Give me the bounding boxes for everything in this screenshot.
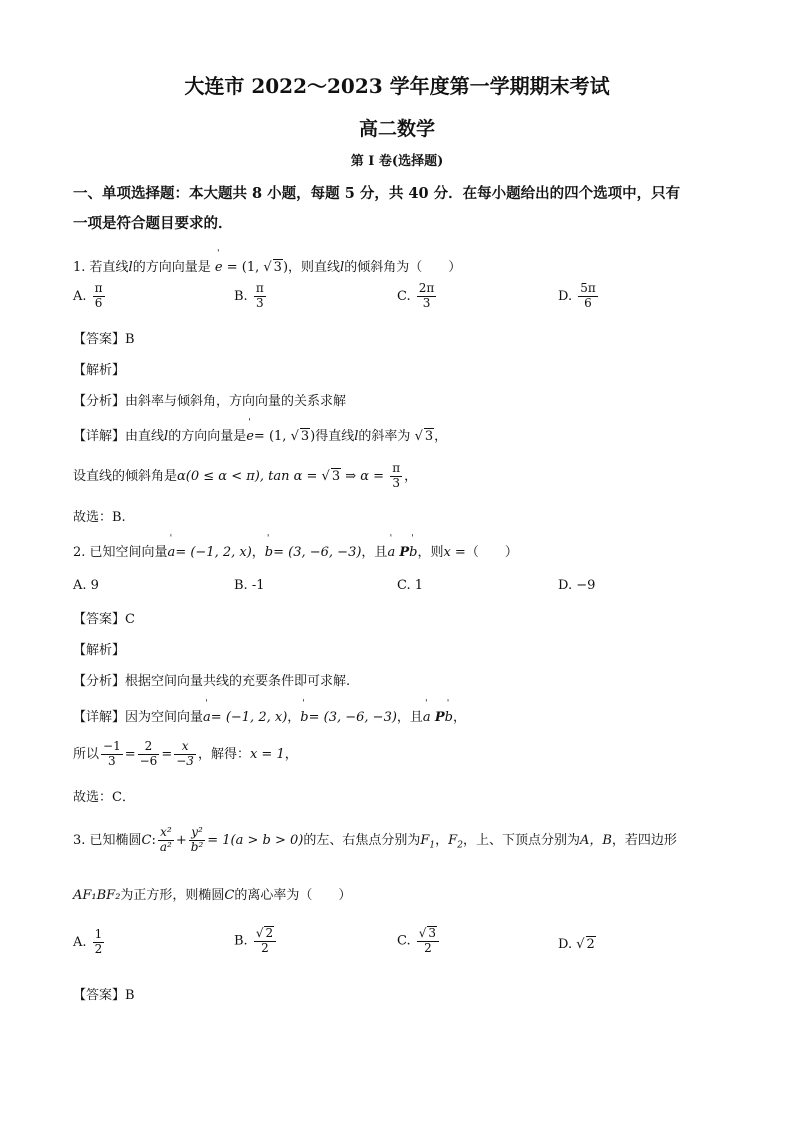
option-label: B.: [234, 578, 248, 593]
text: 3. 已知椭圆: [73, 832, 142, 848]
q1-l: l: [128, 260, 133, 275]
q2-analysis-tag: 【解析】: [73, 643, 126, 658]
numerator: −1: [103, 739, 121, 753]
fraction: [138, 740, 160, 769]
text: ，: [404, 468, 418, 484]
numerator: π: [94, 281, 103, 295]
option-value: −9: [576, 578, 596, 593]
option-label: C.: [397, 933, 411, 949]
numerator: y²: [189, 826, 206, 841]
denominator: −3: [176, 753, 194, 768]
fraction-sqrt2-over-2: [254, 926, 276, 956]
sqrt-symbol: √: [321, 468, 330, 484]
sqrt: 2: [586, 937, 595, 952]
sqrt-symbol: √: [290, 429, 299, 444]
answer-value: C: [125, 612, 135, 627]
f-letter: F: [420, 832, 430, 848]
q3-option-d: D. √ 2: [558, 937, 595, 952]
numerator: √ 2: [254, 926, 276, 942]
numerator: π: [392, 461, 401, 475]
q1-option-b: [234, 282, 268, 311]
math: = (3, −6, −3): [273, 545, 362, 560]
sqrt: 3: [331, 468, 341, 484]
eq-end: ): [310, 429, 316, 444]
fraction-sqrt3-over-2: [417, 926, 439, 956]
eq: = (1,: [253, 429, 291, 444]
answer-value: B: [125, 988, 135, 1003]
numerator: 2π: [418, 281, 435, 295]
sqrt-symbol: √: [263, 260, 272, 275]
exam-subtitle: 高二数学: [358, 118, 435, 140]
vector-e: ˈ e: [246, 429, 254, 444]
q1-option-c: [397, 282, 438, 311]
denominator: 3: [255, 295, 264, 310]
text: 的离心率为（ ）: [234, 888, 352, 903]
q1-stem-a: 1. 若直线: [73, 260, 129, 275]
vector-a: ˈ a: [423, 710, 431, 725]
option-label: A.: [73, 578, 87, 593]
numerator: 5π: [580, 281, 596, 295]
fraction: [417, 282, 437, 311]
fraction: [101, 740, 123, 769]
fraction-one-half: [93, 928, 105, 957]
q1-option-d: [558, 282, 600, 311]
fraction: [578, 282, 598, 311]
math: = (−1, 2, x): [175, 545, 252, 560]
q1-l2: l: [340, 260, 345, 275]
q2-choose: 故选：C．: [73, 790, 135, 805]
option-label: D.: [558, 578, 573, 593]
fenxi-text: 由斜率与倾斜角，方向向量的关系求解: [125, 394, 347, 409]
text: ，且: [396, 710, 423, 725]
xiangjie-text: 的斜率为: [358, 429, 411, 444]
fraction: [174, 740, 196, 769]
numerator: √ 3: [417, 926, 439, 942]
exam-title: 大连市 2022～2023 学年度第一学期期末考试: [184, 74, 610, 98]
sqrt: 3: [300, 429, 310, 444]
q3-option-c: [397, 926, 441, 956]
q2-option-a: [73, 578, 99, 593]
q2-stem: [73, 541, 518, 560]
section-title: 第 I 卷(选择题): [350, 154, 444, 169]
text: ，: [452, 710, 466, 725]
q1-eq-end: ): [282, 260, 289, 275]
q2-solve-line: 所以 $\frac{-1}{3}$ = $\frac{2}{-6}$ = $\frac{x}{-3}$ ，解得：x = 1，: [73, 739, 298, 768]
math: = (−1, 2, x): [210, 710, 288, 725]
math: x = 1: [249, 746, 285, 762]
q3-option-b: [234, 926, 278, 956]
vector-b: ˈ b: [445, 710, 453, 725]
q1-stem-b: 的方向向量是: [132, 260, 211, 275]
answer-tag: 【答案】: [73, 332, 126, 347]
sqrt: 3: [424, 429, 434, 444]
q3-answer: [73, 984, 135, 1003]
denominator: −6: [139, 753, 158, 768]
answer-tag: 【答案】: [73, 612, 126, 627]
q2-option-c: [397, 578, 423, 593]
f1: $F_1$: [420, 832, 436, 851]
text: （ ）: [465, 545, 518, 560]
text: ，解得：: [197, 746, 250, 762]
option-label: D.: [558, 288, 573, 304]
numerator: 2: [138, 740, 160, 755]
math: AF₁BF₂: [73, 888, 121, 903]
denominator: 2: [261, 940, 269, 955]
option-value: -1: [251, 578, 265, 593]
option-label: C.: [397, 288, 411, 304]
fraction: [390, 462, 402, 491]
denominator: a²: [159, 839, 172, 854]
denominator: 3: [422, 295, 431, 310]
fraction: [158, 826, 174, 855]
q1-stem-d: 的倾斜角为（ ）: [344, 260, 462, 275]
var-l: l: [164, 429, 169, 444]
sqrt-symbol: √: [414, 429, 423, 444]
q1-line2: [73, 462, 417, 491]
math: α(0 ≤ α < π), tan α =: [177, 468, 322, 484]
part1-heading-line2: 一项是符合题目要求的．: [73, 215, 233, 232]
numerator: 1: [94, 927, 103, 941]
fraction: [254, 282, 266, 311]
text: 为正方形，则椭圆: [120, 888, 225, 903]
f-letter: F: [448, 832, 458, 848]
math: A，B: [579, 832, 612, 848]
fenxi-tag: 【分析】: [73, 674, 126, 689]
denominator: 6: [94, 295, 103, 310]
numerator: x: [174, 740, 196, 755]
parallel-symbol: P: [399, 545, 410, 560]
vector-a: ˈ a: [203, 710, 211, 725]
vector-b: ˈ b: [409, 545, 417, 560]
text: ，若四边形: [611, 832, 677, 848]
answer-tag: 【答案】: [73, 988, 126, 1003]
q1-analysis-tag: 【解析】: [73, 363, 126, 378]
text: ，则: [417, 545, 444, 560]
numerator: π: [255, 281, 264, 295]
option-value: 9: [90, 578, 99, 593]
q1-answer: [73, 328, 135, 347]
xiangjie-tag: 【详解】: [73, 710, 126, 725]
q1-fenxi: [73, 390, 346, 409]
vector-b: ˈ b: [265, 545, 273, 560]
denominator: 3: [392, 475, 400, 490]
xiangjie-text: 得直线: [315, 429, 355, 444]
q2-option-b: [234, 578, 265, 593]
var-c: C: [224, 888, 235, 903]
text: 的左、右焦点分别为: [303, 832, 421, 848]
fraction: [189, 826, 206, 855]
text: 2. 已知空间向量: [73, 545, 168, 560]
q1-sqrt: 3: [273, 260, 282, 275]
q1-choose: 故选：B.: [73, 510, 126, 525]
q1-stem: [73, 256, 461, 275]
denominator: 2: [94, 941, 103, 956]
f2: $F_2$: [448, 832, 463, 851]
q2-xiangjie: [73, 706, 466, 725]
q1-option-a: [73, 282, 107, 311]
numerator: x²: [158, 826, 174, 841]
denominator: 2: [424, 940, 432, 955]
q3-stem-line1: 3. 已知椭圆C: $\frac{\text{x²}}{\text{a²}}$ + $\frac{\text{y²}}{\text{b²}}$ = 1(a > b > 0)的左、右焦点分别为$F_1$，$F_2$，上、下顶点分别为A，B，若四边形: [73, 825, 677, 854]
text: 设直线的倾斜角是: [73, 468, 178, 484]
q3-stem-line2: [73, 884, 351, 903]
var-l: l: [354, 429, 359, 444]
text: :: [151, 832, 156, 848]
text: ，: [287, 710, 301, 725]
fenxi-tag: 【分析】: [73, 394, 126, 409]
math: x =: [443, 545, 466, 560]
answer-value: B: [125, 332, 135, 347]
var-c: C: [141, 832, 152, 848]
option-value: 1: [414, 578, 424, 593]
option-label: B.: [234, 933, 248, 949]
q1-eq: = (1,: [226, 260, 264, 275]
text: ，且: [361, 545, 388, 560]
parallel-symbol: P: [434, 710, 445, 725]
q3-option-a: [73, 928, 106, 957]
option-label: C.: [397, 578, 411, 593]
text: 所以: [73, 746, 100, 762]
option-label: A.: [73, 288, 87, 304]
fraction: [93, 282, 105, 311]
q1-vector-e: ˈ e: [215, 260, 223, 275]
vector-b: ˈ b: [300, 710, 308, 725]
q2-option-d: [558, 578, 595, 593]
vector-a: ˈ a: [168, 545, 176, 560]
text: 因为空间向量: [125, 710, 204, 725]
option-label: A.: [73, 934, 87, 950]
xiangjie-text: ，: [434, 429, 448, 444]
xiangjie-text: 由直线: [125, 429, 165, 444]
option-label: B.: [234, 288, 248, 304]
text: ，: [284, 746, 298, 762]
part1-heading-line1: 一、单项选择题：本大题共 8 小题，每题 5 分，共 40 分．在每小题给出的四个选项中，只有: [73, 185, 681, 202]
text: ，: [251, 545, 265, 560]
xiangjie-text: 的方向向量是: [168, 429, 247, 444]
option-label: D.: [558, 937, 573, 952]
denominator: 6: [584, 295, 592, 310]
fenxi-text: 根据空间向量共线的充要条件即可求解.: [125, 674, 351, 689]
math: = (3, −6, −3): [308, 710, 397, 725]
denominator: 3: [108, 753, 116, 768]
xiangjie-tag: 【详解】: [73, 429, 126, 444]
vector-a: ˈ a: [387, 545, 395, 560]
q2-answer: [73, 608, 135, 627]
math: = 1(a > b > 0): [207, 832, 304, 848]
math: ⇒ α =: [341, 468, 389, 484]
text: ，上、下顶点分别为: [462, 832, 580, 848]
q1-xiangjie: [73, 425, 447, 444]
q1-stem-c: ，则直线: [288, 260, 341, 275]
denominator: b²: [190, 839, 204, 854]
q2-fenxi: [73, 670, 350, 689]
